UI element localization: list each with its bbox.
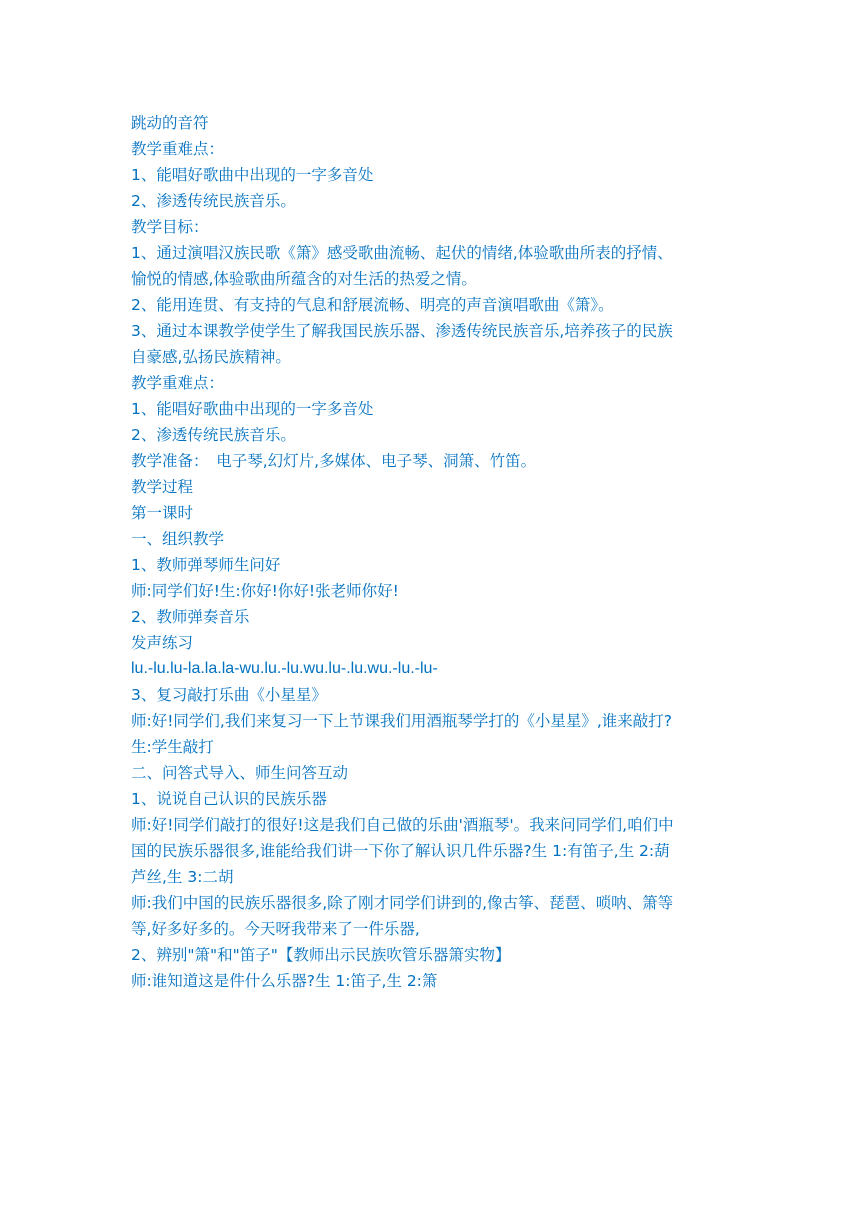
paragraph-line: 2、能用连贯、有支持的气息和舒展流畅、明亮的声音演唱歌曲《箫》。 [131,296,614,314]
paragraph-line: 生:学生敲打 [131,738,214,756]
paragraph-line: 2、渗透传统民族音乐。 [131,426,296,444]
paragraph-line: 师:同学们好!生:你好!你好!张老师你好! [131,582,399,600]
section-heading: 第一课时 [131,504,194,522]
paragraph-line: 2、教师弹奏音乐 [131,608,250,626]
section-heading: 发声练习 [131,634,194,652]
paragraph-line: 等,好多好多的。今天呀我带来了一件乐器, [131,920,420,938]
document-body [131,110,741,994]
section-heading: 教学过程 [131,478,194,496]
section-heading: 一、组织教学 [131,530,225,548]
paragraph-line: 愉悦的情感,体验歌曲所蕴含的对生活的热爱之情。 [131,270,477,288]
paragraph-line: 2、辨别"箫"和"笛子"【教师出示民族吹管乐器箫实物】 [131,946,511,964]
section-heading: 教学重难点： [131,140,225,158]
paragraph-line: 师:我们中国的民族乐器很多,除了刚才同学们讲到的,像古筝、琵琶、唢呐、箫等 [131,894,674,912]
section-heading: 教学目标： [131,218,209,236]
section-heading: 二、问答式导入、师生问答互动 [131,764,349,782]
paragraph-line: 1、教师弹琴师生问好 [131,556,281,574]
paragraph-line: 1、能唱好歌曲中出现的一字多音处 [131,166,374,184]
section-heading: 教学重难点： [131,374,225,392]
paragraph-line: 芦丝,生 3:二胡 [131,868,234,886]
paragraph-line: 国的民族乐器很多,谁能给我们讲一下你了解认识几件乐器?生 1:有笛子,生 2:葫 [131,842,670,860]
paragraph-line: 自豪感,弘扬民族精神。 [131,348,291,366]
document-title: 跳动的音符 [131,114,209,132]
paragraph-line: 教学准备： 电子琴,幻灯片,多媒体、电子琴、洞箫、竹笛。 [131,452,537,470]
vocal-exercise-line: lu.-lu.lu-la.la.la-wu.lu.-lu.wu.lu-.lu.wu.-lu.-lu- [131,660,438,677]
paragraph-line: 3、通过本课教学使学生了解我国民族乐器、渗透传统民族音乐,培养孩子的民族 [131,322,673,340]
paragraph-line: 2、渗透传统民族音乐。 [131,192,296,210]
paragraph-line: 1、通过演唱汉族民歌《箫》感受歌曲流畅、起伏的情绪,体验歌曲所表的抒情、 [131,244,673,262]
paragraph-line: 师:好!同学们敲打的很好!这是我们自己做的乐曲'酒瓶琴'。我来问同学们,咱们中 [131,816,674,834]
paragraph-line: 3、复习敲打乐曲《小星星》 [131,686,327,704]
paragraph-line: 1、能唱好歌曲中出现的一字多音处 [131,400,374,418]
paragraph-line: 师:谁知道这是件什么乐器?生 1:笛子,生 2:箫 [131,972,438,990]
paragraph-line: 1、说说自己认识的民族乐器 [131,790,327,808]
paragraph-line: 师:好!同学们,我们来复习一下上节课我们用酒瓶琴学打的《小星星》,谁来敲打? [131,712,673,730]
